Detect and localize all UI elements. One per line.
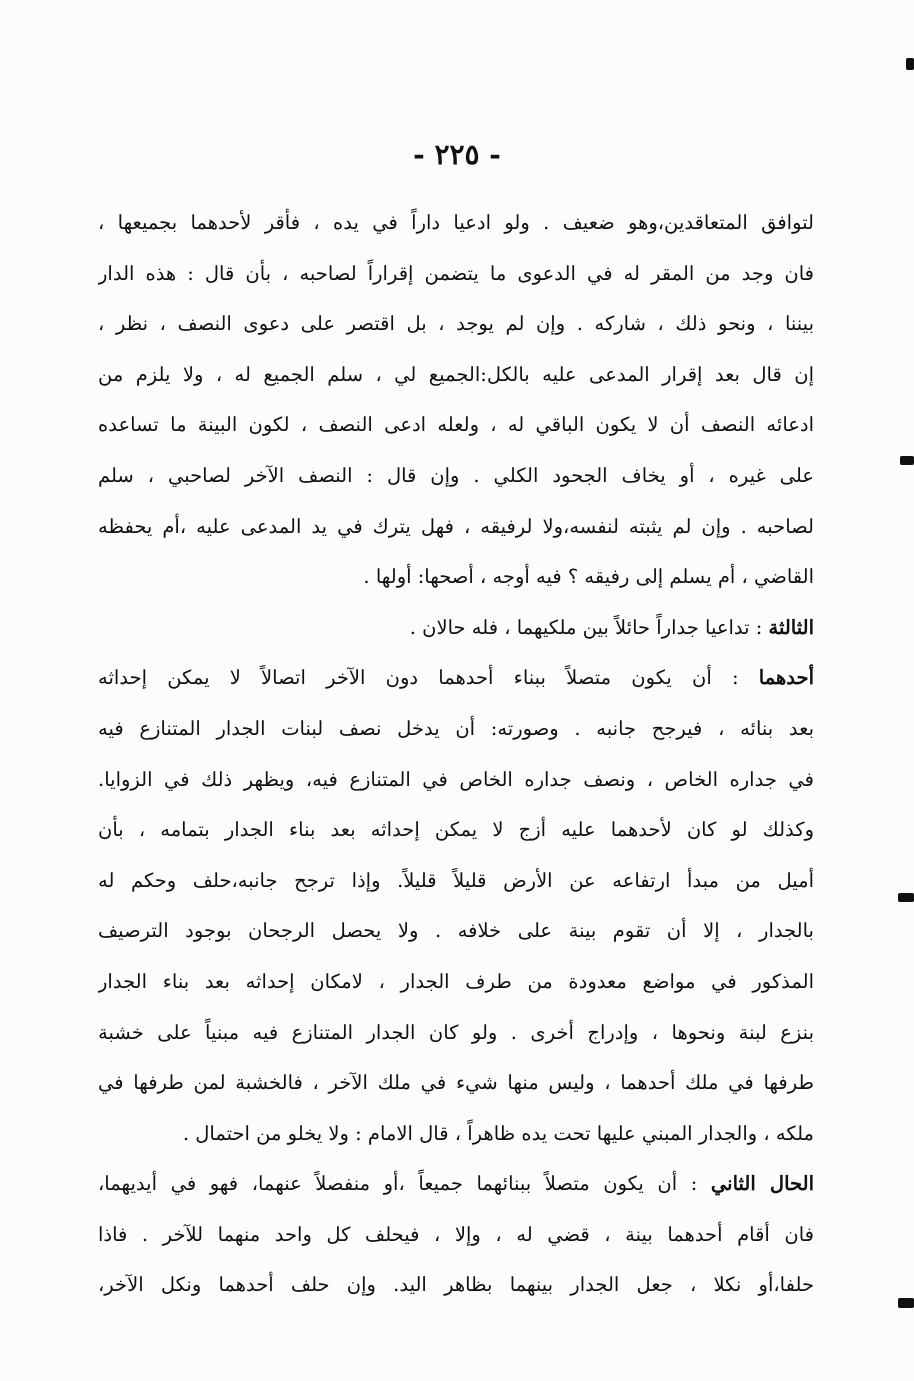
line-text: القاضي ، أم يسلم إلى رفيقه ؟ فيه أوجه ، أصحها: أولها . (363, 565, 814, 589)
page-number: - ٢٢٥ - (413, 138, 501, 171)
text-line (98, 1058, 814, 1109)
text-line (98, 603, 814, 654)
scan-edge-mark (906, 58, 914, 70)
line-text: ملكه ، والجدار المبني عليها تحت يده ظاهراً ، قال الامام : ولا يخلو من احتمال . (182, 1121, 814, 1145)
scan-edge-mark (900, 456, 914, 465)
line-text: ادعائه النصف أن لا يكون الباقي له ، ولعله ادعى النصف ، لكون البينة ما تساعده (98, 413, 814, 437)
line-text: في جداره الخاص ، ونصف جداره الخاص في المتنازع فيه، ويظهر ذلك في الزوايا. (98, 767, 814, 791)
section-heading: الثالثة (768, 615, 814, 639)
text-line (98, 400, 814, 451)
text-line (98, 653, 814, 704)
text-line (98, 299, 814, 350)
text-line (98, 552, 814, 603)
line-text: بالجدار ، إلا أن تقوم بينة على خلافه . ولا يحصل الرجحان بوجود الترصيف (98, 919, 814, 943)
text-line (98, 957, 814, 1008)
text-line (98, 1210, 814, 1261)
line-text: وكذلك لو كان لأحدهما عليه أزج لا يمكن إحداثه بعد بناء الجدار بتمامه ، بأن (98, 818, 814, 842)
text-line (98, 350, 814, 401)
line-text: فان أقام أحدهما بينة ، قضي له ، وإلا ، فيحلف كل واحد منهما للآخر . فاذا (98, 1222, 814, 1246)
line-text: المذكور في مواضع معدودة من طرف الجدار ، لامكان إحداثه بعد بناء الجدار (98, 969, 814, 993)
section-heading: الحال الثاني (710, 1172, 814, 1196)
text-line (98, 249, 814, 300)
body-text (98, 198, 814, 1311)
line-text: : أن يكون متصلاً ببنائهما جميعاً ،أو منفصلاً عنهما، فهو في أيديهما، (98, 1172, 711, 1196)
text-line (98, 1260, 814, 1311)
text-line (98, 906, 814, 957)
line-text: بيننا ، ونحو ذلك ، شاركه . وإن لم يوجد ، بل اقتصر على دعوى النصف ، نظر ، (98, 312, 814, 336)
scan-edge-mark (898, 893, 914, 902)
line-text: حلفا،أو نكلا ، جعل الجدار بينهما بظاهر اليد. وإن حلف أحدهما ونكل الآخر، (98, 1273, 814, 1297)
text-line (98, 1159, 814, 1210)
text-line (98, 1109, 814, 1160)
text-line (98, 198, 814, 249)
line-text: لتوافق المتعاقدين،وهو ضعيف . ولو ادعيا داراً في يده ، فأقر لأحدهما بجميعها ، (98, 211, 814, 234)
line-text: إن قال بعد إقرار المدعى عليه بالكل:الجميع لي ، سلم الجميع له ، ولا يلزم من (98, 362, 814, 386)
line-text: طرفها في ملك أحدهما ، وليس منها شيء في ملك الآخر ، فالخشبة لمن طرفها في (98, 1071, 814, 1095)
line-text: على غيره ، أو يخاف الجحود الكلي . وإن قال : النصف الآخر لصاحبي ، سلم (98, 463, 814, 487)
line-text: : تداعيا جداراً حائلاً بين ملكيهما ، فله حالان . (409, 615, 769, 639)
line-text: : أن يكون متصلاً ببناء أحدهما دون الآخر اتصالاً لا يمكن إحداثه (98, 666, 759, 690)
section-heading: أحدهما (758, 666, 814, 690)
line-text: بنزع لبنة ونحوها ، وإدراج أخرى . ولو كان الجدار المتنازع فيه مبنياً على خشبة (98, 1020, 814, 1044)
text-line (98, 1008, 814, 1059)
line-text: لصاحبه . وإن لم يثبته لنفسه،ولا لرفيقه ، فهل يترك في يد المدعى عليه ،أم يحفظه (98, 514, 814, 538)
text-line (98, 451, 814, 502)
text-line (98, 704, 814, 755)
text-line (98, 856, 814, 907)
line-text: فان وجد من المقر له في الدعوى ما يتضمن إقراراً لصاحبه ، بأن قال : هذه الدار (98, 261, 814, 285)
line-text: بعد بنائه ، فيرجح جانبه . وصورته: أن يدخل نصف لبنات الجدار المتنازع فيه (98, 716, 814, 740)
scan-edge-mark (898, 1298, 914, 1308)
text-line (98, 805, 814, 856)
line-text: أميل من مبدأ ارتفاعه عن الأرض قليلاً قليلاً. وإذا ترجح جانبه،حلف وحكم له (98, 868, 814, 892)
text-line (98, 502, 814, 553)
text-line (98, 755, 814, 806)
